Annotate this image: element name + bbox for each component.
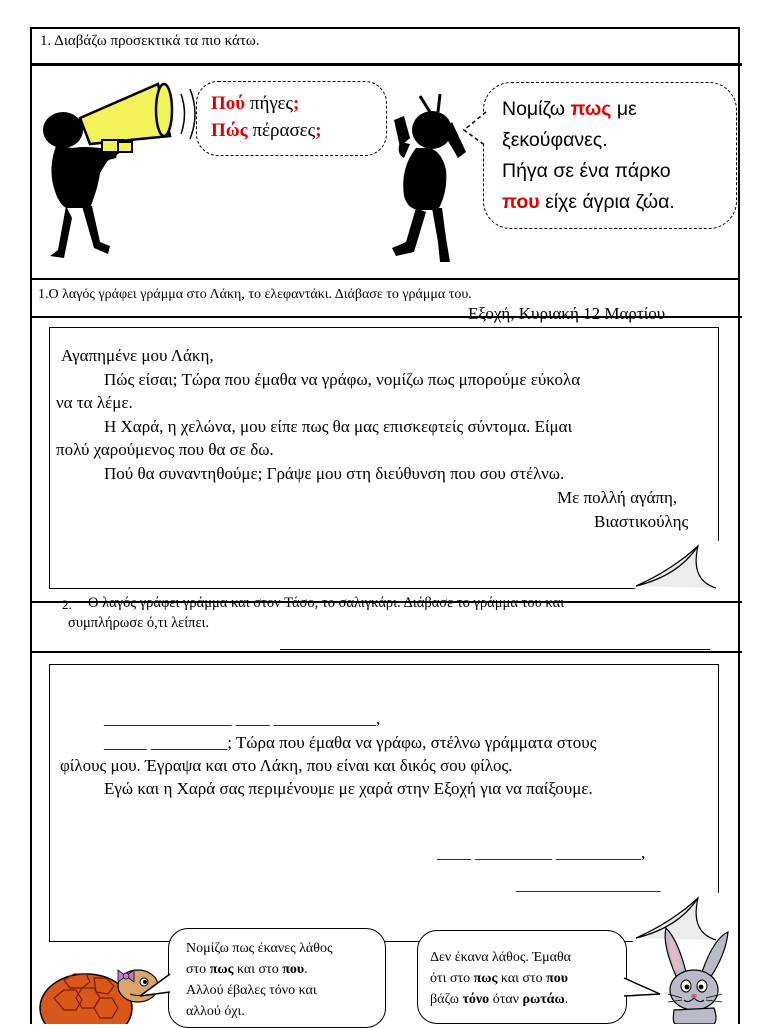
answer-line1-a: Νομίζω	[502, 98, 571, 120]
letter1-p1-line2: να τα λέμε.	[56, 393, 133, 412]
letter-note-2	[49, 664, 719, 942]
rabbit-word-rotao: ρωτάω	[522, 992, 565, 1007]
answer-line3: Πήγα σε ένα πάρκο	[502, 160, 671, 182]
rabbit-line3-c: όταν	[489, 992, 523, 1007]
letter1-closing: Με πολλή αγάπη,	[557, 488, 678, 507]
answer-word-pos: πως	[570, 98, 612, 120]
letter1-p2-line2: πολύ χαρούμενος που θα σε δω.	[56, 440, 274, 459]
turtle-word-pos: πως	[209, 962, 234, 977]
question-mark-2: ;	[315, 120, 322, 141]
rabbit-word-tono: τόνο	[462, 992, 490, 1007]
turtle-bubble-text	[186, 938, 333, 1022]
section3-line2: συμπλήρωσε ό,τι λείπει.	[68, 615, 210, 631]
page-curl-icon	[632, 540, 722, 592]
frame-right	[738, 27, 740, 1024]
letter2-signature-blank[interactable]: _________________	[516, 875, 661, 894]
turtle-line1: Νομίζω πως έκανες λάθος	[186, 941, 333, 956]
section1-title: 1. Διαβάζω προσεκτικά τα πιο κάτω.	[40, 33, 260, 49]
letter2-closing-blank[interactable]: ____ _________ __________,	[437, 843, 646, 862]
section3-line1: Ο λαγός γράφει γράμμα και στον Τάσο, το σαλιγκάρι. Διάβασε το γράμμα του και	[88, 595, 565, 611]
section3-number: 2.	[62, 597, 72, 612]
question-word-pos: Πώς	[211, 120, 248, 141]
rule-1	[30, 63, 742, 66]
turtle-line4: αλλού όχι.	[186, 1004, 245, 1019]
megaphone-figure-illustration	[38, 78, 188, 278]
letter2-line2	[104, 732, 596, 754]
frame-left	[30, 27, 32, 1024]
letter-place-date: Εξοχή, Κυριακή 12 Μαρτίου	[468, 304, 666, 323]
section2-title: 1.Ο λαγός γράφει γράμμα στο Λάκη, το ελεφαντάκι. Διάβασε το γράμμα του.	[38, 287, 472, 302]
letter2-line2-rest: ; Τώρα που έμαθα να γράφω, στέλνω γράμματα στους	[227, 733, 597, 752]
letter2-greeting-blank[interactable]: _______________ ____ ____________,	[104, 709, 381, 728]
rabbit-word-pos: πως	[473, 971, 498, 986]
rabbit-line2-a: ότι στο	[430, 971, 474, 986]
turtle-line2-e: .	[304, 962, 308, 977]
rabbit-line2-c: και στο	[497, 971, 547, 986]
answer-line1-c: με	[611, 98, 637, 120]
answer-bubble-tail	[462, 110, 488, 150]
question-word-pou: Πού	[211, 93, 246, 114]
question-line2-rest: πέρασες	[247, 120, 316, 141]
letter1-p3: Πού θα συναντηθούμε; Γράψε μου στη διεύθυνση που σου στέλνω.	[104, 464, 565, 483]
turtle-line2-c: και στο	[233, 962, 283, 977]
question-line1-rest: πήγες	[245, 93, 293, 114]
rule-2	[30, 278, 740, 280]
letter1-p2-line1: Η Χαρά, η χελώνα, μου είπε πως θα μας επισκεφτείς σύντομα. Είμαι	[104, 417, 573, 436]
turtle-word-pou: που	[282, 962, 305, 977]
letter1-p1-line1: Πώς είσαι; Τώρα που έμαθα να γράφω, νομίζω πως μπορούμε εύκολα	[104, 370, 581, 389]
letter2-line4: Εγώ και η Χαρά σας περιμένουμε με χαρά στην Εξοχή για να παίξουμε.	[104, 779, 593, 798]
rabbit-bubble-text	[430, 947, 571, 1010]
section3-underline	[280, 649, 710, 650]
turtle-line3: Αλλού έβαλες τόνο και	[186, 983, 317, 998]
rabbit-line3-a: βάζω	[430, 992, 463, 1007]
rabbit-illustration	[652, 924, 738, 1024]
letter2-line3: φίλους μου. Έγραψα και στο Λάκη, που είναι και δικός σου φίλος.	[60, 756, 513, 775]
rule-top	[30, 27, 740, 29]
answer-text	[502, 94, 675, 218]
rabbit-line1: Δεν έκανα λάθος. Έμαθα	[430, 950, 571, 965]
rule-5	[30, 651, 742, 653]
letter1-greeting: Αγαπημένε μου Λάκη,	[61, 346, 214, 365]
turtle-bubble-tail	[138, 970, 172, 1004]
answer-line2: ξεκούφανες.	[502, 129, 608, 151]
letter1-signature: Βιαστικούλης	[594, 512, 689, 531]
answer-word-pou: που	[502, 191, 540, 213]
rabbit-line3-e: .	[564, 992, 569, 1007]
turtle-line2-a: στο	[186, 962, 210, 977]
question-mark-1: ;	[293, 93, 300, 114]
question-text	[211, 90, 322, 144]
rabbit-word-pou: που	[546, 971, 569, 986]
answer-line4-b: είχε άγρια ζώα.	[539, 191, 675, 213]
letter2-line2-blank[interactable]: _____ _________	[104, 733, 228, 752]
